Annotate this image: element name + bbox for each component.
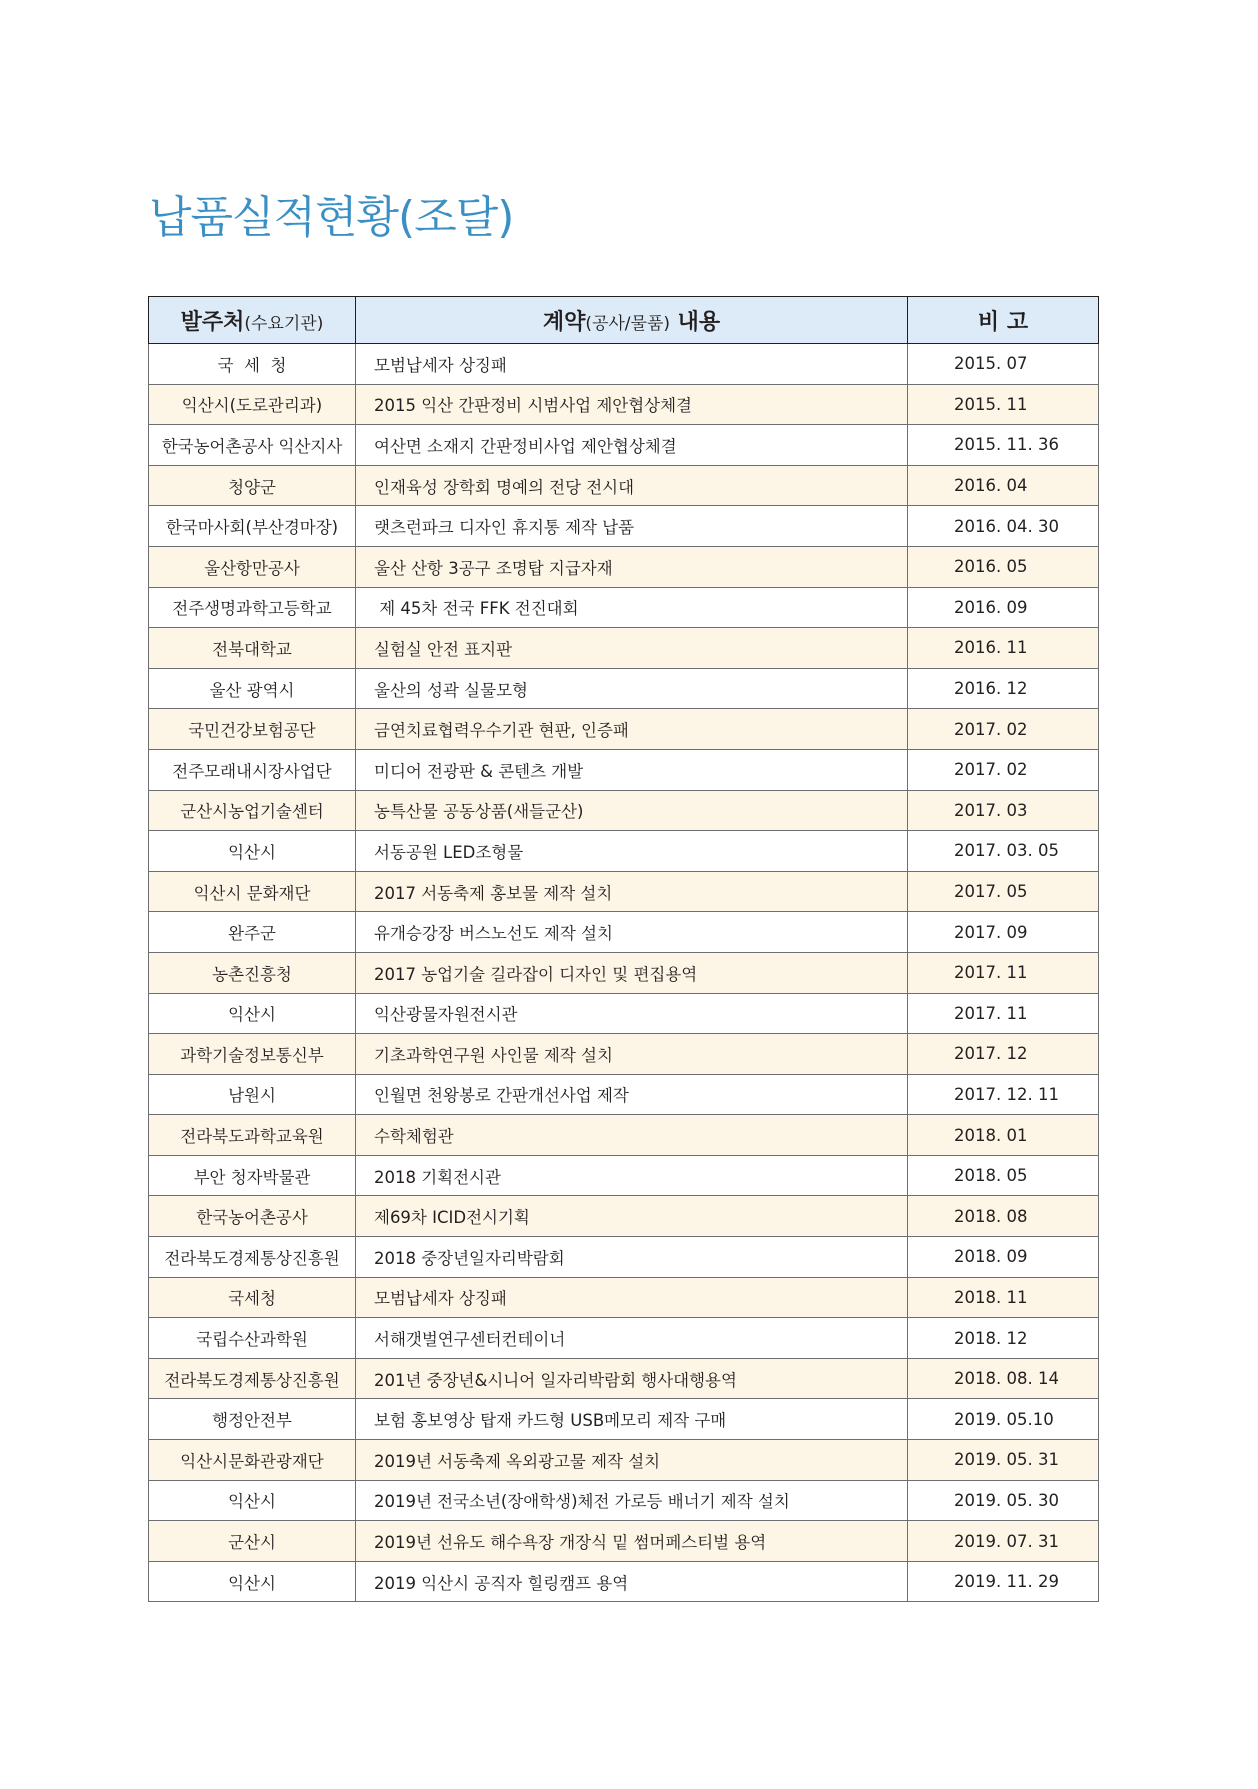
table-row: [149, 1155, 1099, 1196]
table-row: [149, 1034, 1099, 1075]
org-cell: 전주모래내시장사업단: [149, 749, 356, 790]
date-cell: 2017. 02: [908, 709, 1099, 750]
org-cell: 과학기술정보통신부: [149, 1034, 356, 1075]
content-cell: 2019 익산시 공직자 힐링캠프 용역: [356, 1561, 908, 1602]
date-cell: 2017. 12: [908, 1034, 1099, 1075]
date-cell: 2019. 05. 31: [908, 1440, 1099, 1481]
date-cell: 2019. 05. 30: [908, 1480, 1099, 1521]
date-cell: 2015. 07: [908, 344, 1099, 385]
table-row: [149, 1196, 1099, 1237]
content-cell: 익산광물자원전시관: [356, 993, 908, 1034]
date-cell: 2017. 11: [908, 993, 1099, 1034]
content-cell: 2019년 선유도 해수욕장 개장식 밑 썸머페스티벌 용역: [356, 1521, 908, 1562]
page-title: 납품실적현황(조달): [149, 192, 514, 243]
table-row: [149, 628, 1099, 669]
content-cell: 2018 기획전시관: [356, 1155, 908, 1196]
table-row: [149, 749, 1099, 790]
org-cell: 행정안전부: [149, 1399, 356, 1440]
date-cell: 2016. 12: [908, 668, 1099, 709]
content-cell: 울산 산항 3공구 조명탑 지급자재: [356, 546, 908, 587]
date-cell: 2019. 07. 31: [908, 1521, 1099, 1562]
org-cell: 부안 청자박물관: [149, 1155, 356, 1196]
org-cell: 한국마사회(부산경마장): [149, 506, 356, 547]
org-cell: 한국농어촌공사: [149, 1196, 356, 1237]
table-row: [149, 465, 1099, 506]
content-cell: 2019년 전국소년(장애학생)체전 가로등 배너기 제작 설치: [356, 1480, 908, 1521]
date-cell: 2017. 03: [908, 790, 1099, 831]
org-cell: 전라북도경제통상진흥원: [149, 1237, 356, 1278]
table-header: [149, 297, 1099, 344]
content-cell: 여산면 소재지 간판정비사업 제안협상체결: [356, 425, 908, 466]
date-cell: 2016. 04: [908, 465, 1099, 506]
table-row: [149, 1440, 1099, 1481]
content-cell: 서동공원 LED조형물: [356, 831, 908, 872]
content-cell: 2018 중장년일자리박람회: [356, 1237, 908, 1278]
org-cell: 익산시: [149, 993, 356, 1034]
date-cell: 2019. 05.10: [908, 1399, 1099, 1440]
date-cell: 2017. 05: [908, 871, 1099, 912]
header-orderer-main: 발주처: [180, 309, 245, 335]
header-row: [149, 297, 1099, 344]
content-cell: 유개승강장 버스노선도 제작 설치: [356, 912, 908, 953]
header-orderer: [149, 297, 356, 344]
org-cell: 군산시농업기술센터: [149, 790, 356, 831]
table-row: [149, 1521, 1099, 1562]
date-cell: 2015. 11: [908, 384, 1099, 425]
header-orderer-sub: (수요기관): [244, 313, 324, 334]
org-cell: 익산시: [149, 1561, 356, 1602]
org-cell: 완주군: [149, 912, 356, 953]
table-row: [149, 668, 1099, 709]
table-row: [149, 1358, 1099, 1399]
table-row: [149, 1115, 1099, 1156]
table-row: [149, 384, 1099, 425]
org-cell: 남원시: [149, 1074, 356, 1115]
table-row: [149, 993, 1099, 1034]
date-cell: 2018. 08. 14: [908, 1358, 1099, 1399]
content-cell: 보험 홍보영상 탑재 카드형 USB메모리 제작 구매: [356, 1399, 908, 1440]
content-cell: 201년 중장년&시니어 일자리박람회 행사대행용역: [356, 1358, 908, 1399]
org-cell: 전라북도경제통상진흥원: [149, 1358, 356, 1399]
content-cell: 2017 농업기술 길라잡이 디자인 및 편집용역: [356, 952, 908, 993]
org-cell: 익산시문화관광재단: [149, 1440, 356, 1481]
content-cell: 서해갯벌연구센터컨테이너: [356, 1318, 908, 1359]
table-row: [149, 790, 1099, 831]
org-cell: 군산시: [149, 1521, 356, 1562]
date-cell: 2017. 11: [908, 952, 1099, 993]
table-row: [149, 831, 1099, 872]
date-cell: 2016. 04. 30: [908, 506, 1099, 547]
content-cell: 기초과학연구원 사인물 제작 설치: [356, 1034, 908, 1075]
content-cell: 랫츠런파크 디자인 휴지통 제작 납품: [356, 506, 908, 547]
content-cell: 울산의 성곽 실물모형: [356, 668, 908, 709]
content-cell: 미디어 전광판 & 콘텐츠 개발: [356, 749, 908, 790]
date-cell: 2018. 08: [908, 1196, 1099, 1237]
org-cell: 전북대학교: [149, 628, 356, 669]
content-cell: 제 45차 전국 FFK 전진대회: [356, 587, 908, 628]
date-cell: 2018. 09: [908, 1237, 1099, 1278]
content-cell: 실험실 안전 표지판: [356, 628, 908, 669]
table-row: [149, 546, 1099, 587]
org-cell: 한국농어촌공사 익산지사: [149, 425, 356, 466]
date-cell: 2018. 05: [908, 1155, 1099, 1196]
org-cell: 울산항만공사: [149, 546, 356, 587]
content-cell: 인월면 천왕봉로 간판개선사업 제작: [356, 1074, 908, 1115]
table-row: [149, 1318, 1099, 1359]
content-cell: 2015 익산 간판정비 시범사업 제안협상체결: [356, 384, 908, 425]
date-cell: 2017. 09: [908, 912, 1099, 953]
org-cell: 국민건강보험공단: [149, 709, 356, 750]
date-cell: 2018. 12: [908, 1318, 1099, 1359]
org-cell: 국세청: [149, 1277, 356, 1318]
table-row: [149, 952, 1099, 993]
table-row: [149, 1399, 1099, 1440]
org-cell: 익산시: [149, 1480, 356, 1521]
table-row: [149, 506, 1099, 547]
org-cell: 농촌진흥청: [149, 952, 356, 993]
date-cell: 2017. 02: [908, 749, 1099, 790]
date-cell: 2018. 11: [908, 1277, 1099, 1318]
table-row: [149, 1074, 1099, 1115]
date-cell: 2016. 09: [908, 587, 1099, 628]
date-cell: 2016. 05: [908, 546, 1099, 587]
content-cell: 모범납세자 상징패: [356, 344, 908, 385]
table-row: [149, 709, 1099, 750]
table-row: [149, 1480, 1099, 1521]
delivery-record-table: [148, 296, 1099, 1602]
table-row: [149, 912, 1099, 953]
content-cell: 인재육성 장학회 명예의 전당 전시대: [356, 465, 908, 506]
header-contract-tail: 내용: [670, 309, 721, 335]
table-row: [149, 587, 1099, 628]
date-cell: 2019. 11. 29: [908, 1561, 1099, 1602]
header-contract: [356, 297, 908, 344]
content-cell: 수학체험관: [356, 1115, 908, 1156]
table-row: [149, 344, 1099, 385]
table-row: [149, 1277, 1099, 1318]
date-cell: 2016. 11: [908, 628, 1099, 669]
org-cell: 청양군: [149, 465, 356, 506]
table-row: [149, 425, 1099, 466]
org-cell: 익산시: [149, 831, 356, 872]
content-cell: 제69차 ICID전시기획: [356, 1196, 908, 1237]
date-cell: 2017. 12. 11: [908, 1074, 1099, 1115]
content-cell: 2019년 서동축제 옥외광고물 제작 설치: [356, 1440, 908, 1481]
org-cell: 익산시 문화재단: [149, 871, 356, 912]
date-cell: 2018. 01: [908, 1115, 1099, 1156]
org-cell: 전라북도과학교육원: [149, 1115, 356, 1156]
org-cell: 국 세 청: [149, 344, 356, 385]
header-contract-sub: (공사/물품): [585, 313, 671, 334]
org-cell: 전주생명과학고등학교: [149, 587, 356, 628]
date-cell: 2017. 03. 05: [908, 831, 1099, 872]
date-cell: 2015. 11. 36: [908, 425, 1099, 466]
content-cell: 농특산물 공동상품(새들군산): [356, 790, 908, 831]
table-row: [149, 1237, 1099, 1278]
org-cell: 익산시(도로관리과): [149, 384, 356, 425]
header-remarks: 비 고: [908, 297, 1099, 344]
org-cell: 울산 광역시: [149, 668, 356, 709]
table-row: [149, 871, 1099, 912]
content-cell: 모범납세자 상징패: [356, 1277, 908, 1318]
table-body: [149, 344, 1099, 1602]
delivery-record-table-wrap: [148, 296, 1098, 1602]
table-row: [149, 1561, 1099, 1602]
org-cell: 국립수산과학원: [149, 1318, 356, 1359]
content-cell: 금연치료협력우수기관 현판, 인증패: [356, 709, 908, 750]
header-contract-main: 계약: [542, 309, 586, 335]
content-cell: 2017 서동축제 홍보물 제작 설치: [356, 871, 908, 912]
